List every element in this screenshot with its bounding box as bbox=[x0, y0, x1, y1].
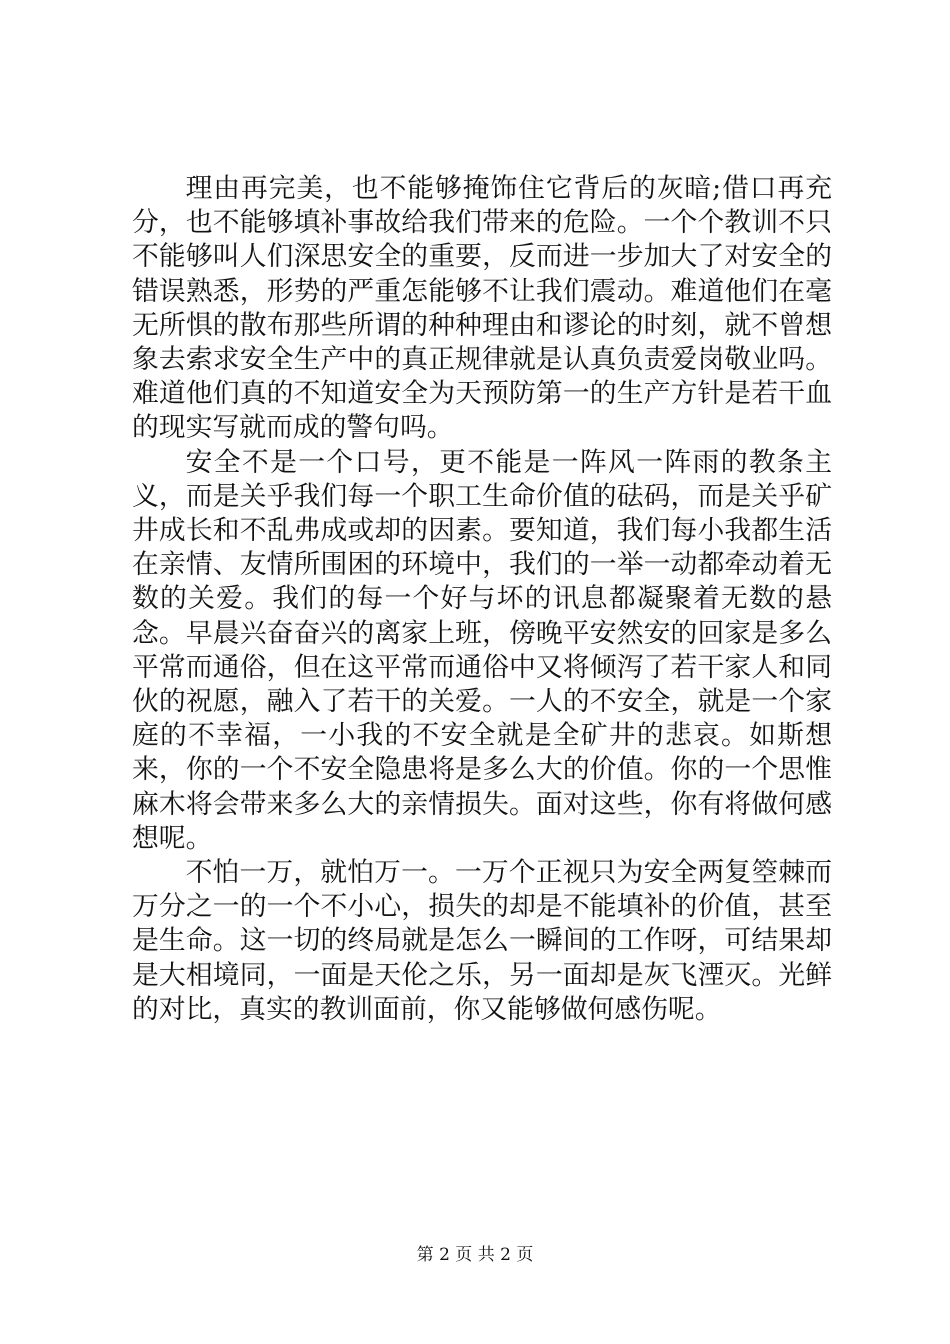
paragraph-2: 安全不是一个口号，更不能是一阵风一阵雨的教条主义，而是关乎我们每一个职工生命价值的砝码，而是关乎矿井成长和不乱弗成或却的因素。要知道，我们每小我都生活在亲情、友情所围困的环境中，我们的一举一动都牵动着无数的关爱。我们的每一个好与坏的讯息都凝聚着无数的悬念。早晨兴奋奋兴的离家上班，傍晚平安然安的回家是多么平常而通俗，但在这平常而通俗中又将倾泻了若干家人和同伙的祝愿，融入了若干的关爱。一人的不安全，就是一个家庭的不幸福，一小我的不安全就是全矿井的悲哀。如斯想来，你的一个不安全隐患将是多么大的价值。你的一个思惟麻木将会带来多么大的亲情损失。面对这些，你有将做何感想呢。 bbox=[132, 446, 832, 854]
paragraph-3: 不怕一万，就怕万一。一万个正视只为安全两复箜棘而万分之一的一个不小心，损失的却是不能填补的价值，甚至是生命。这一切的终局就是怎么一瞬间的工作呀，可结果却是大相境同，一面是天伦之乐，另一面却是灰飞湮灭。光鲜的对比，真实的教训面前，你又能够做何感伤呢。 bbox=[132, 857, 832, 1025]
body-text bbox=[132, 172, 832, 1027]
page-footer bbox=[0, 1244, 950, 1266]
page-number-label: 第 2 页 共 2 页 bbox=[416, 1245, 534, 1265]
paragraph-1: 理由再完美，也不能够掩饰住它背后的灰暗;借口再充分，也不能够填补事故给我们带来的危险。一个个教训不只不能够叫人们深思安全的重要，反而进一步加大了对安全的错误熟悉，形势的严重怎能够不让我们震动。难道他们在毫无所惧的散布那些所谓的种种理由和谬论的时刻，就不曾想象去索求安全生产中的真正规律就是认真负责爱岗敬业吗。难道他们真的不知道安全为天预防第一的生产方针是若干血的现实写就而成的警句吗。 bbox=[132, 173, 832, 444]
